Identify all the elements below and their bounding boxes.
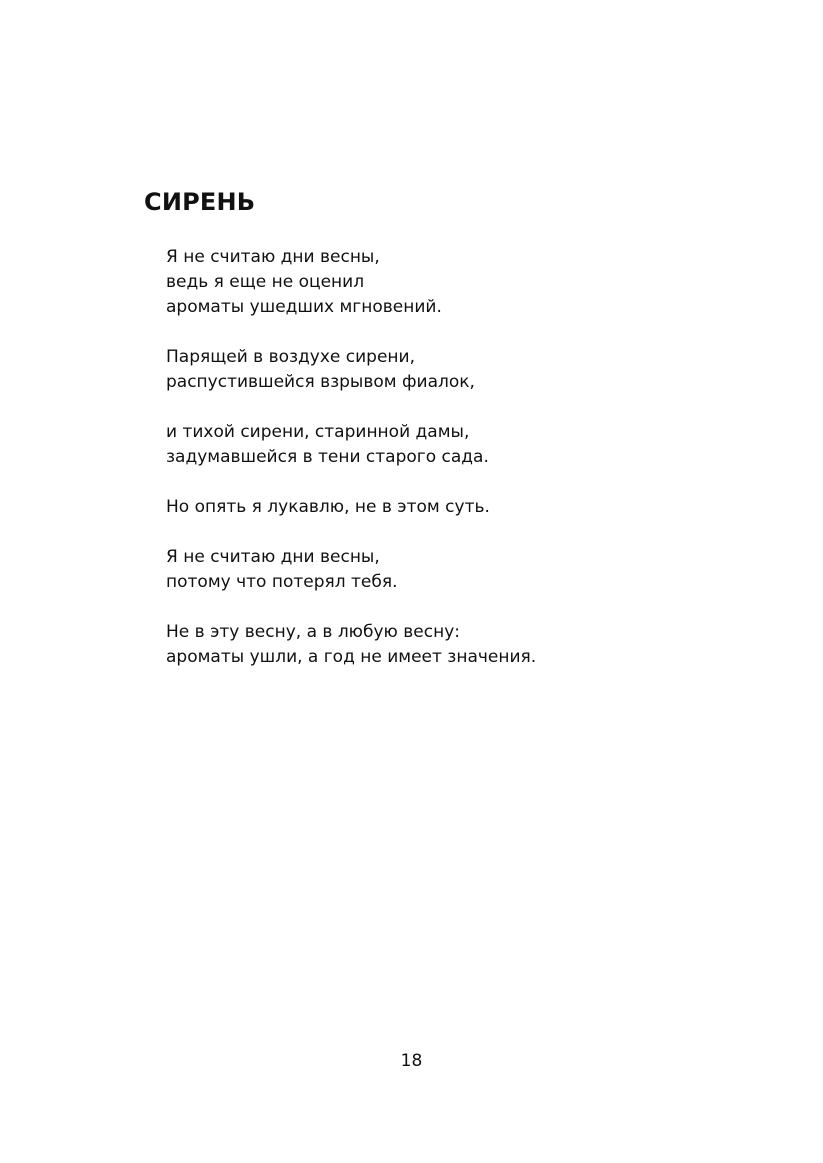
stanza [166,620,766,670]
page-number: 18 [400,1051,423,1071]
stanza [166,545,766,595]
poem-line: Но опять я лукавлю, не в этом суть. [166,497,490,517]
poem-line: распустившейся взрывом фиалок, [166,372,475,392]
stanza [166,345,766,395]
stanza [166,245,766,320]
poem-line: Я не считаю дни весны, [166,247,380,267]
poem-line: потому что потерял тебя. [166,572,398,592]
poem-line: ароматы ушедших мгновений. [166,297,442,317]
poem-line: Не в эту весну, а в любую весну: [166,622,460,642]
stanza [166,495,766,520]
poem-line: ведь я еще не оценил [166,272,365,292]
poem-line: Парящей в воздухе сирени, [166,347,415,367]
stanza [166,420,766,470]
poem-line: Я не считаю дни весны, [166,547,380,567]
poem-title: СИРЕНЬ [144,188,256,216]
poem-body [166,245,766,695]
poem-line: ароматы ушли, а год не имеет значения. [166,647,537,667]
poem-line: задумавшейся в тени старого сада. [166,447,489,467]
poem-line: и тихой сирени, старинной дамы, [166,422,470,442]
